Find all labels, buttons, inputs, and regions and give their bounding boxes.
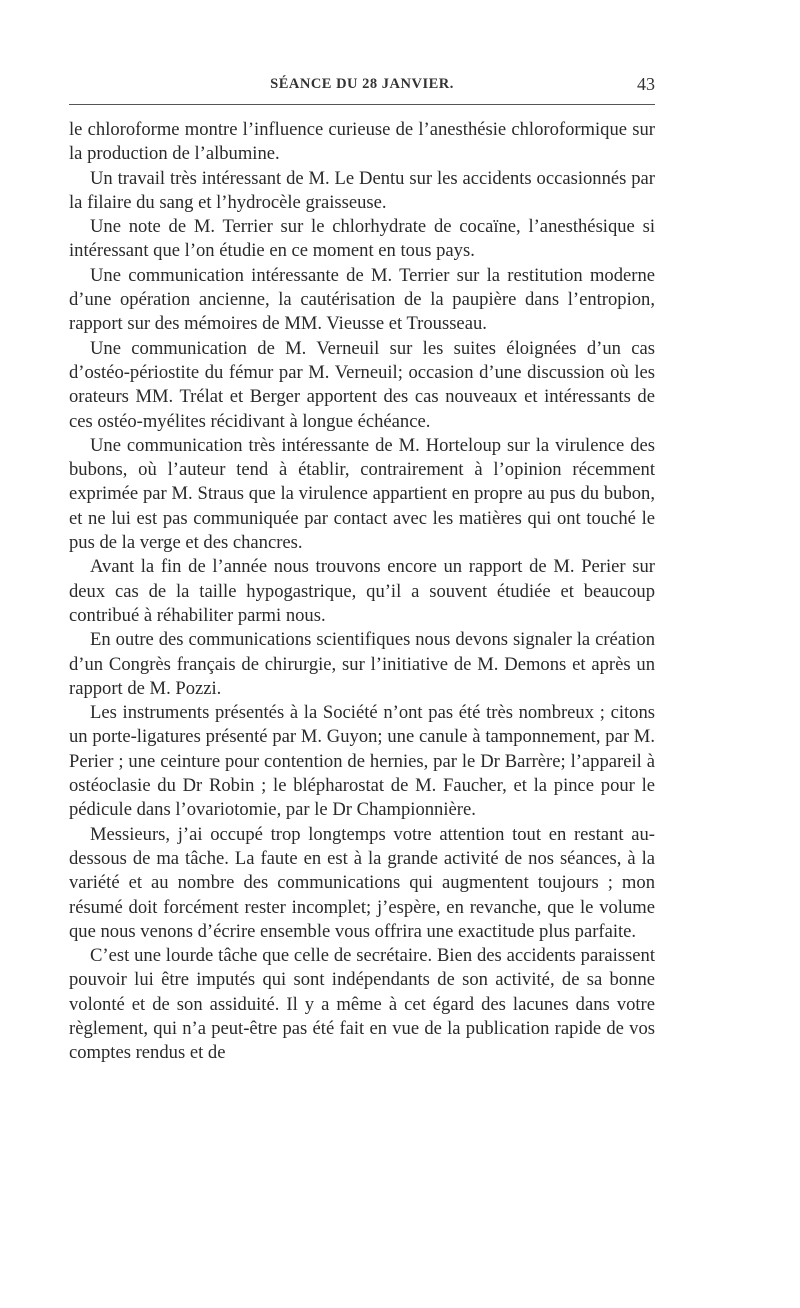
paragraph: Un travail très intéressant de M. Le Dentu sur les accidents occasionnés par la filaire du sang et l’hydrocèle graisseuse. <box>69 167 655 213</box>
paragraph: Une communication intéressante de M. Terrier sur la restitution moderne d’une opération ancienne, la cautérisation de la paupière dans l’entropion, rapport sur des mémoires de MM. Vieusse et Trousseau. <box>69 264 655 335</box>
paragraph: Une note de M. Terrier sur le chlorhydrate de cocaïne, l’anesthésique si intéressant que l’on étudie en ce moment en tous pays. <box>69 216 655 262</box>
paragraph: C’est une lourde tâche que celle de secrétaire. Bien des accidents paraissent pouvoir lui être imputés qui sont indépendants de son activité, de sa bonne volonté et de son assiduité. Il y a même à cet égard des lacunes dans votre règlement, qui n’a peut-être pas été fait en vue de la publication rapide de vos comptes rendus et de <box>69 945 655 1064</box>
paragraph: En outre des communications scientifiques nous devons signaler la création d’un Congrès français de chirurgie, sur l’initiative de M. Demons et après un rapport de M. Pozzi. <box>69 629 655 699</box>
paragraph: Une communication de M. Verneuil sur les suites éloignées d’un cas d’ostéo-périostite du fémur par M. Verneuil; occasion d’une discussion où les orateurs MM. Trélat et Berger apportent des cas nouveaux et intéressants de ces ostéo-myélites récidivant à longue échéance. <box>69 337 655 432</box>
running-head: SÉANCE DU 28 JANVIER. <box>270 76 454 92</box>
page-header <box>69 76 655 100</box>
body-text <box>69 118 655 1066</box>
paragraph: le chloroforme montre l’influence curieuse de l’anesthésie chloroformique sur la production de l’albumine. <box>69 119 655 165</box>
paragraph: Les instruments présentés à la Société n’ont pas été très nombreux ; citons un porte-ligatures présenté par M. Guyon; une canule à tamponnement, par M. Perier ; une ceinture pour contention de hernies, par le Dr Barrère; l’appareil à ostéoclasie du Dr Robin ; le blépharostat de M. Faucher, et la pince pour le pédicule dans l’ovariotomie, par le Dr Championnière. <box>69 702 655 821</box>
paragraph: Avant la fin de l’année nous trouvons encore un rapport de M. Perier sur deux cas de la taille hypogastrique, qu’il a souvent étudiée et beaucoup contribué à réhabiliter parmi nous. <box>69 556 655 626</box>
paragraph: Messieurs, j’ai occupé trop longtemps votre attention tout en restant au-dessous de ma tâche. La faute en est à la grande activité de nos séances, à la variété et au nombre des communications qui augmentent toujours ; mon résumé doit forcément rester incomplet; j’espère, en revanche, que le volume que nous venons d’écrire ensemble vous offrira une exactitude plus parfaite. <box>69 823 655 942</box>
page-number: 43 <box>637 74 655 94</box>
paragraph: Une communication très intéressante de M. Horteloup sur la virulence des bubons, où l’auteur tend à établir, contrairement à l’opinion récemment exprimée par M. Straus que la virulence appartient en propre au pus du bubon, et ne lui est pas communiquée par contact avec les matières qui ont touché le pus de la verge et des chancres. <box>69 434 655 554</box>
header-rule <box>69 104 655 105</box>
